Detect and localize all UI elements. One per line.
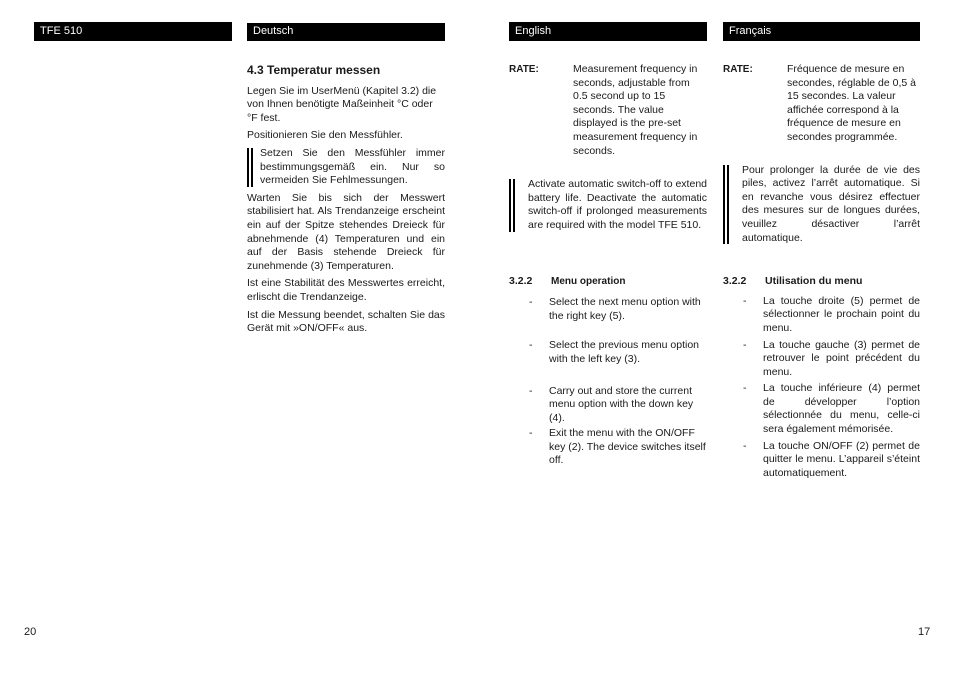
- header-deutsch: Deutsch: [247, 23, 445, 41]
- section-heading: 4.3 Temperatur messen: [247, 63, 381, 77]
- list-dash: -: [529, 296, 533, 309]
- note-bar: [247, 148, 253, 187]
- note-text: Pour prolonger la durée de vie des piles, activez l’arrêt automatique. Si en revanche vous désirez effectuer des mesures sur de longues durées, veuillez désactiver l’arrêt automatique.: [742, 163, 920, 244]
- list-item: [723, 440, 920, 481]
- list-item-text: La touche inférieure (4) permet de développer l’option sélectionnée du menu, celle-ci sera également mémorisée.: [763, 382, 920, 436]
- list-dash: -: [743, 294, 747, 307]
- note-block: [247, 147, 445, 188]
- paragraph: Legen Sie im UserMenü (Kapitel 3.2) die von Ihnen benötigte Maßeinheit °C oder °F fest.: [247, 84, 437, 124]
- section-title: Menu operation: [551, 275, 626, 287]
- list-item: [723, 295, 920, 336]
- list-item: [509, 339, 707, 366]
- section-heading: [509, 275, 707, 289]
- column-english: [509, 63, 707, 468]
- note-block: [723, 164, 920, 246]
- list-item-text: La touche gauche (3) permet de retrouver le point précédent du menu.: [763, 338, 920, 378]
- rate-text: Measurement frequency in seconds, adjustable from 0.5 second up to 15 seconds. The value displayed is the pre-set measurement frequency in seconds.: [573, 63, 698, 157]
- list-item-text: La touche ON/OFF (2) permet de quitter le menu. L’appareil s’éteint automatiquement.: [763, 439, 920, 479]
- list-dash: -: [743, 338, 747, 351]
- rate-text: Fréquence de mesure en secondes, réglable de 0,5 à 15 secondes. La valeur affichée correspond à la fréquence de mesure en secondes programmée.: [787, 63, 917, 143]
- list-item: [509, 427, 707, 468]
- paragraph: Positionieren Sie den Messfühler.: [247, 129, 403, 142]
- list-item-text: Exit the menu with the ON/OFF key (2). The device switches itself off.: [549, 427, 706, 467]
- section-title: Utilisation du menu: [765, 275, 863, 288]
- list-item-text: Select the next menu option with the right key (5).: [549, 296, 701, 322]
- rate-label: RATE:: [509, 64, 539, 75]
- paragraph: Ist die Messung beendet, schalten Sie das Gerät mit »ON/OFF« aus.: [247, 308, 445, 335]
- list-dash: -: [529, 427, 533, 440]
- list-dash: -: [743, 439, 747, 452]
- list-item: [723, 339, 920, 380]
- note-block: [509, 178, 707, 232]
- page-number-left: 20: [24, 626, 37, 638]
- section-number: 3.2.2: [509, 274, 533, 287]
- list-dash: -: [529, 384, 533, 397]
- rate-label: RATE:: [723, 64, 753, 75]
- header-francais: Français: [723, 22, 920, 41]
- list-item-text: Select the previous menu option with the left key (3).: [549, 339, 700, 365]
- list-dash: -: [743, 382, 747, 395]
- note-bar: [509, 179, 515, 231]
- paragraph: Ist eine Stabilität des Messwertes erreicht, erlischt die Trendanzeige.: [247, 277, 445, 303]
- column-francais: [723, 63, 920, 480]
- note-bar: [723, 165, 729, 245]
- list-item: [723, 382, 920, 436]
- rate-definition: [509, 63, 707, 158]
- paragraph: Warten Sie bis sich der Messwert stabilisiert hat. Als Trendanzeige erscheint ein auf der Spitze stehendes Dreieck für abnehmende (4) Temperaturen und ein auf der Basis stehende Dreieck für zunehmende (3) Temperaturen.: [247, 191, 445, 272]
- rate-definition: [723, 63, 920, 145]
- page-number-right: 17: [918, 626, 931, 638]
- section-heading: [723, 275, 920, 289]
- note-text: Activate automatic switch-off to extend battery life. Deactivate the automatic switch-off if prolonged measurements are required with the model TFE 510.: [528, 178, 707, 231]
- list-item: [509, 296, 707, 323]
- list-item: [509, 385, 707, 426]
- list-dash: -: [529, 339, 533, 352]
- column-deutsch: [247, 64, 445, 340]
- list-item-text: Carry out and store the current menu option with the down key (4).: [549, 384, 694, 424]
- section-number: 3.2.2: [723, 275, 747, 288]
- header-model: TFE 510: [34, 22, 232, 41]
- header-english: English: [509, 22, 707, 41]
- list-item-text: La touche droite (5) permet de sélectionner le prochain point du menu.: [763, 294, 920, 334]
- note-text: Setzen Sie den Messfühler immer bestimmungsgemäß ein. Nur so vermeiden Sie Fehlmessungen.: [260, 146, 445, 187]
